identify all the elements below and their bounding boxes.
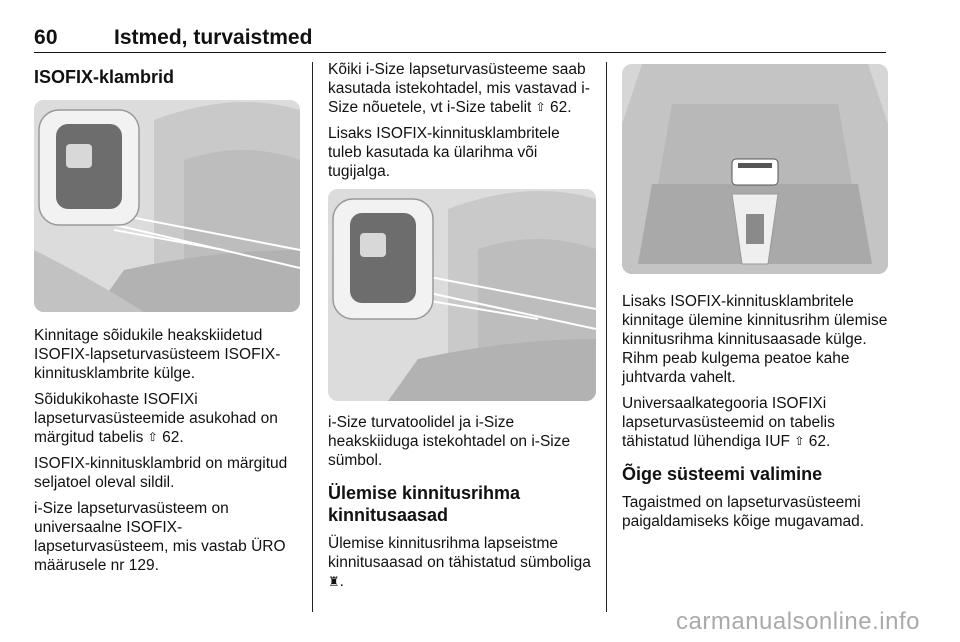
column-1: [34, 60, 300, 582]
section-title: Istmed, turvaistmed: [114, 26, 313, 49]
system-selection-paragraph: Tagaistmed on lapseturvasüsteemi paigaldamiseks kõige mugavamad.: [622, 494, 865, 530]
column-2: [328, 60, 596, 598]
page-ref-arrow-icon: ⇧: [794, 434, 805, 448]
isize-paragraph-1: Kõiki i-Size lapseturvasüsteeme saab kasutada istekohtadel, mis vastavad i-Size nõuetele, vt i-Size tabelit ⇧ 62.: [328, 61, 590, 116]
top-tether-heading: Ülemise kinnitusrihma kinnitusaasad: [328, 483, 521, 525]
seat-illustration-icon: [34, 100, 300, 312]
column-divider: [606, 62, 607, 612]
isofix-paragraph-4: i-Size lapseturvasüsteem on universaalne ISOFIX-lapseturvasüsteem, mis vastab ÜRO määrusele nr 129.: [34, 500, 286, 574]
top-tether-symbol-icon: ♜: [328, 574, 340, 589]
isofix-seat-figure: [34, 100, 300, 312]
column-3: [622, 60, 888, 538]
isize-paragraph-3: i-Size turvatoolidel ja i-Size heakskiiduga istekohtadel on i-Size sümbol.: [328, 414, 571, 469]
trunk-anchor-figure: [622, 64, 888, 274]
column-divider: [312, 62, 313, 612]
page-header: [34, 26, 886, 53]
system-selection-heading: Õige süsteemi valimine: [622, 464, 823, 484]
isofix-paragraph-1: Kinnitage sõidukile heakskiidetud ISOFIX-lapseturvasüsteem ISOFIX-kinnitusklambrite külge.: [34, 327, 281, 382]
page-number: 60: [34, 26, 58, 49]
page-ref-arrow-icon: ⇧: [535, 100, 546, 114]
tether-paragraph-2: Universaalkategooria ISOFIXi lapseturvasüsteemid on tabelis tähistatud lühendiga IUF ⇧ 62.: [622, 395, 835, 450]
page-ref-arrow-icon: ⇧: [147, 430, 158, 444]
isofix-heading: ISOFIX-klambrid: [34, 67, 175, 87]
trunk-illustration-icon: [622, 64, 888, 274]
top-tether-paragraph: Ülemise kinnitusrihma lapseistme kinnitusaasad on tähistatud sümboliga ♜.: [328, 535, 591, 590]
isize-paragraph-2: Lisaks ISOFIX-kinnitusklambritele tuleb kasutada ka ülarihma või tugijalga.: [328, 125, 560, 180]
isofix-paragraph-3: ISOFIX-kinnitusklambrid on märgitud seljatoel oleval sildil.: [34, 455, 288, 491]
tether-paragraph-1: Lisaks ISOFIX-kinnitusklambritele kinnitage ülemine kinnitusrihm ülemise kinnitusrihma kinnitusaasade külge. Rihm peab kulgema peatoe kahe juhtvarda vahelt.: [622, 293, 888, 386]
footer-watermark: carmanualsonline.info: [676, 608, 920, 635]
isofix-paragraph-2: Sõidukikohaste ISOFIXi lapseturvasüsteemide asukohad on märgitud tabelis ⇧ 62.: [34, 391, 278, 446]
isize-seat-figure: [328, 189, 596, 401]
seat-illustration-icon: [328, 189, 596, 401]
